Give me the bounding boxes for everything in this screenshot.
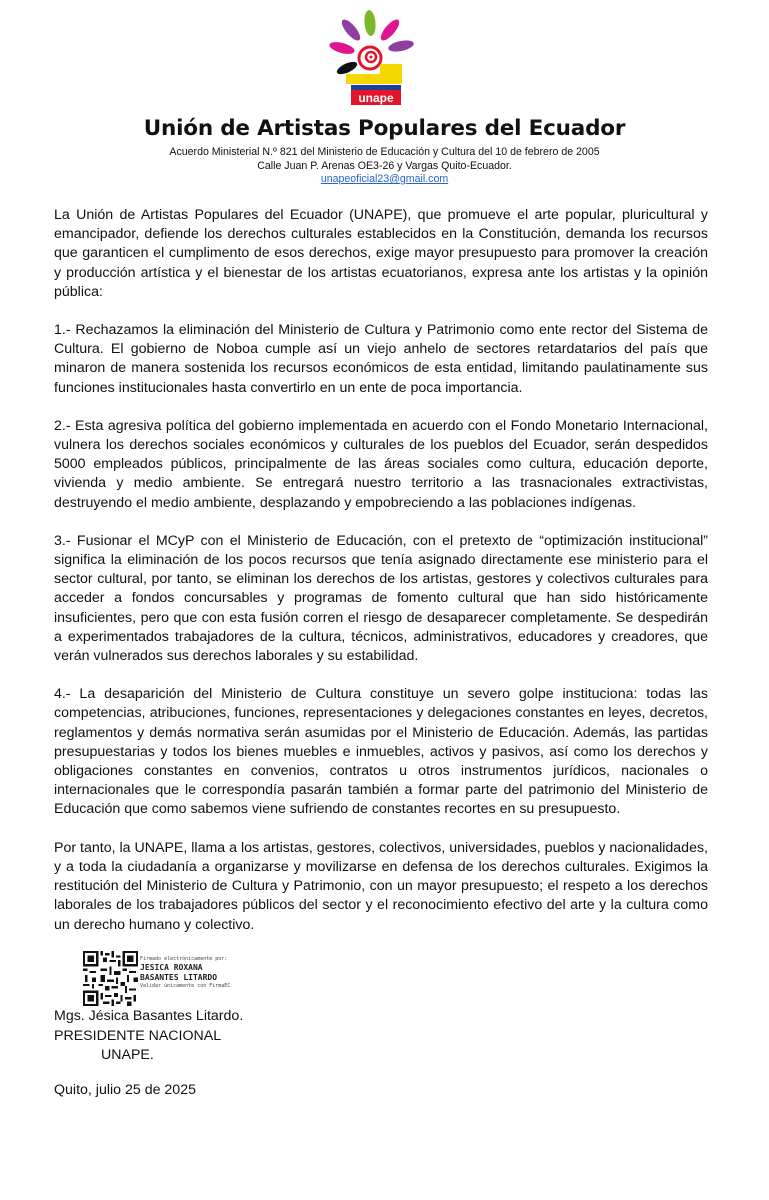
stamp-name-first: JESICA ROXANA <box>140 963 203 972</box>
electronic-signature-stamp <box>140 956 230 990</box>
stamp-footer: Validar únicamente con FirmaEC <box>140 983 231 989</box>
decree-line: Acuerdo Ministerial N.º 821 del Ministerio de Educación y Cultura del 10 de febrero de 2005 <box>169 146 600 158</box>
signer-title: PRESIDENTE NACIONAL <box>54 1027 222 1044</box>
page-title: Unión de Artistas Populares del Ecuador <box>143 116 626 141</box>
closing-paragraph: Por tanto, la UNAPE, llama a los artistas, gestores, colectivos, universidades, pueblos y nacionalidades, y a toda la ciudadanía a organizarse y movilizarse en defensa de los derechos culturales. Exigimos la restitución del Ministerio de Cultura y Patrimonio, con un mayor presupuesto; el respeto a los derechos laborales de los trabajadores públicos del sector y el reconocimiento efectivo del arte y la cultura como un derecho humano y colectivo. <box>54 839 708 933</box>
document-body <box>54 206 708 954</box>
signer-org: UNAPE. <box>101 1047 154 1063</box>
point-2-paragraph: 2.- Esta agresiva política del gobierno implementada en acuerdo con el Fondo Monetario Internacional, vulnera los derechos sociales económicos y culturales de los pueblos del Ecuador, serán despedidos 5000 empleados públicos, principalmente de las áreas sociales como cultura, educación deporte, vivienda y medio ambiente. Se entregará nuestro territorio a las trasnacionales extractivistas, destruyendo el medio ambiente, desplazando y empobreciendo a las poblaciones indígenas. <box>54 417 708 511</box>
signer-block <box>54 1007 243 1066</box>
address-line: Calle Juan P. Arenas OE3-26 y Vargas Quito-Ecuador. <box>257 159 512 172</box>
point-3-paragraph: 3.- Fusionar el MCyP con el Ministerio de Educación, con el pretexto de “optimización institucional” significa la eliminación de los pocos recursos que tenía asignado directamente ese ministerio para el sector cultural, por tanto, se eliminan los derechos de los artistas, gestores y colectivos culturales para acceder a fondos concursables y programas de fomento cultural que han sido históricamente insuficientes, pero que con esta fusión corren el riesgo de desaparecer completamente. Se despedirán a experimentados trabajadores de la cultura, técnicos, administrativos, educadores y creadores, que verán vulnerados sus derechos laborales y su estabilidad. <box>54 532 708 665</box>
email-link[interactable]: unapeoficial23@gmail.com <box>320 173 449 185</box>
place-date: Quito, julio 25 de 2025 <box>54 1082 196 1098</box>
logo-text: unape <box>358 91 394 105</box>
intro-paragraph: La Unión de Artistas Populares del Ecuador (UNAPE), que promueve el arte popular, pluricultural y emancipador, defiende los derechos culturales establecidos en la Constitución, demanda los recursos que garanticen el cumplimento de esos derechos, exige mayor presupuesto para promover la creación y producción artística y el bienestar de los artistas ecuatorianos, expresa ante los artistas y la opinión pública: <box>54 207 708 300</box>
stamp-header: Firmado electrónicamente por: <box>140 956 228 962</box>
point-4-paragraph: 4.- La desaparición del Ministerio de Cultura constituye un severo golpe instituciona: todas las competencias, atribuciones, funciones, representaciones y delegaciones constantes en leyes, decretos, reglamentos y demás normativa serán asumidas por el Ministerio de Educación. Además, las partidas presupuestarias y todos los bienes muebles e inmuebles, activos y pasivos, así como los derechos y obligaciones constantes en convenios, contratos u otros instrumentos jurídicos, nacionales o internacionales que le correspondía pasarán también a formar parte del patrimonio del Ministerio de Educación que como sabemos viene sufriendo de constantes recortes en su presupuesto. <box>54 686 708 818</box>
point-1-paragraph: 1.- Rechazamos la eliminación del Ministerio de Cultura y Patrimonio como ente rector del Sistema de Cultura. El gobierno de Noboa cumple así un viejo anhelo de sectores retardatarios del país que minaron de manera sostenida los recursos económicos de esta entidad, limitando paulatinamente sus funciones institucionales hasta convertirlo en un ente de poca importancia. <box>54 322 708 396</box>
unape-logo <box>318 8 422 106</box>
qr-code-icon <box>83 951 138 1006</box>
signer-name: Mgs. Jésica Basantes Litardo. <box>54 1008 244 1024</box>
stamp-name-last: BASANTES LITARDO <box>140 973 218 982</box>
